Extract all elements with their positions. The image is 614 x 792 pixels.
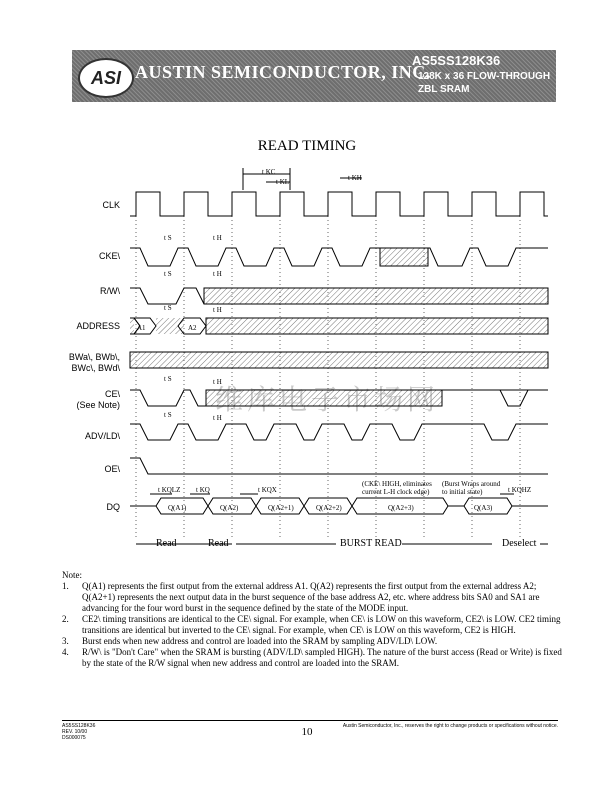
tkq-label: t KQ	[196, 486, 210, 494]
signal-label-dq: DQ	[106, 502, 120, 512]
tkqlz-label: t KQLZ	[158, 486, 181, 494]
note-item: 4. R/W\ is "Don't Care" when the SRAM is bursting (ADV/LD\ sampled HIGH). The nature of the burst access (Read or Write) is fixed by the state of the R/W signal when new address and control are loaded into the SRAM.	[62, 647, 562, 668]
ce-dont-care	[206, 390, 442, 406]
rw-waveform	[130, 288, 204, 304]
notes-heading: Note:	[62, 570, 82, 580]
dq-note-cke-high: (CKE\ HIGH, eliminates current L-H clock edge)	[362, 480, 432, 496]
phase-burst-read: BURST READ	[340, 538, 402, 549]
address-dont-care	[156, 318, 184, 334]
dq-value: Q(A3)	[474, 504, 493, 512]
ts-label-address: t S	[164, 304, 172, 312]
company-logo: ASI	[78, 58, 134, 98]
tkqx-label: t KQX	[258, 486, 277, 494]
dq-value: Q(A2+1)	[268, 504, 294, 512]
oe-waveform	[130, 458, 548, 474]
dq-note-burst-wraps: (Burst Wraps around to initial state)	[442, 480, 501, 496]
signal-label-ce: CE\	[104, 389, 120, 399]
th-label-rw: t H	[213, 270, 222, 278]
th-label-advld: t H	[213, 414, 222, 422]
page-number: 10	[301, 726, 313, 738]
ts-label-cke: t S	[164, 234, 172, 242]
ts-label-ce: t S	[164, 375, 172, 383]
cke-dont-care	[380, 248, 428, 266]
signal-label-bw1: BWa\, BWb\,	[68, 352, 120, 362]
tkc-label: t KC	[262, 168, 276, 176]
company-name: AUSTIN SEMICONDUCTOR, INC.	[135, 62, 431, 82]
signal-label-bw2: BWc\, BWd\	[71, 363, 120, 373]
ce-waveform	[130, 390, 206, 406]
page-title: READ TIMING	[257, 138, 357, 154]
dq-value: Q(A2+2)	[316, 504, 342, 512]
address-a1: A1	[137, 324, 146, 332]
tkqhz-label: t KQHZ	[508, 486, 532, 494]
footer-rule	[62, 720, 558, 721]
signal-label-advld: ADV/LD\	[84, 431, 120, 441]
footer-left: AS5SS128K36 REV. 10/00 DS000075	[62, 723, 96, 741]
signal-label-ce-note: (See Note)	[76, 400, 120, 410]
signal-label-rw: R/W\	[100, 286, 120, 296]
phase-read-2: Read	[208, 538, 229, 549]
th-label-cke: t H	[213, 234, 222, 242]
note-item: 2. CE2\ timing transitions are identical to the CE\ signal. For example, when CE\ is LOW on this waveform, CE2\ is LOW. CE2 timing transitions are identical but inverted to the CE\ signal. For example, when CE\ is LOW on this waveform, CE2 is HIGH.	[62, 614, 561, 635]
signal-label-clk: CLK	[102, 200, 120, 210]
signal-label-cke: CKE\	[98, 251, 120, 261]
signal-label-address: ADDRESS	[76, 321, 120, 331]
address-dont-care	[130, 318, 134, 334]
cke-waveform	[130, 248, 548, 266]
signal-label-oe: OE\	[104, 464, 120, 474]
ce-waveform-end	[442, 390, 548, 406]
address-dont-care	[206, 318, 548, 334]
note-item: 1. Q(A1) represents the first output from the external address A1. Q(A2) represents the first output from the external address A2; Q(A2+1) represents the next output data in the burst sequence of the base address A2, etc. where address bits SA0 and SA1 are advancing for the four word burst in the sequence defined by the state of the MODE input.	[62, 581, 540, 613]
rw-dont-care	[204, 288, 548, 304]
th-label-address: t H	[213, 306, 222, 314]
dq-value: Q(A1)	[168, 504, 187, 512]
address-a2: A2	[188, 324, 197, 332]
part-description-line2: ZBL SRAM	[418, 84, 470, 95]
clk-waveform	[130, 192, 548, 216]
tkl-label: t KL	[276, 178, 290, 186]
ts-label-rw: t S	[164, 270, 172, 278]
note-item: 3. Burst ends when new address and control are loaded into the SRAM by sampling ADV/LD\ LOW.	[62, 636, 438, 646]
dq-value: Q(A2+3)	[388, 504, 414, 512]
tkh-label: t KH	[348, 174, 362, 182]
th-label-ce: t H	[213, 378, 222, 386]
phase-deselect: Deselect	[502, 538, 537, 549]
footer-disclaimer: Austin Semiconductor, Inc., reserves the right to change products or specifications without notice.	[342, 723, 558, 729]
part-number: AS5SS128K36	[412, 53, 501, 68]
phase-read-1: Read	[156, 538, 177, 549]
ts-label-advld: t S	[164, 411, 172, 419]
bw-dont-care	[130, 352, 548, 368]
advld-waveform	[130, 424, 548, 440]
part-description-line1: 128K x 36 FLOW-THROUGH	[418, 71, 551, 82]
notes-section	[62, 570, 562, 669]
dq-value: Q(A2)	[220, 504, 239, 512]
